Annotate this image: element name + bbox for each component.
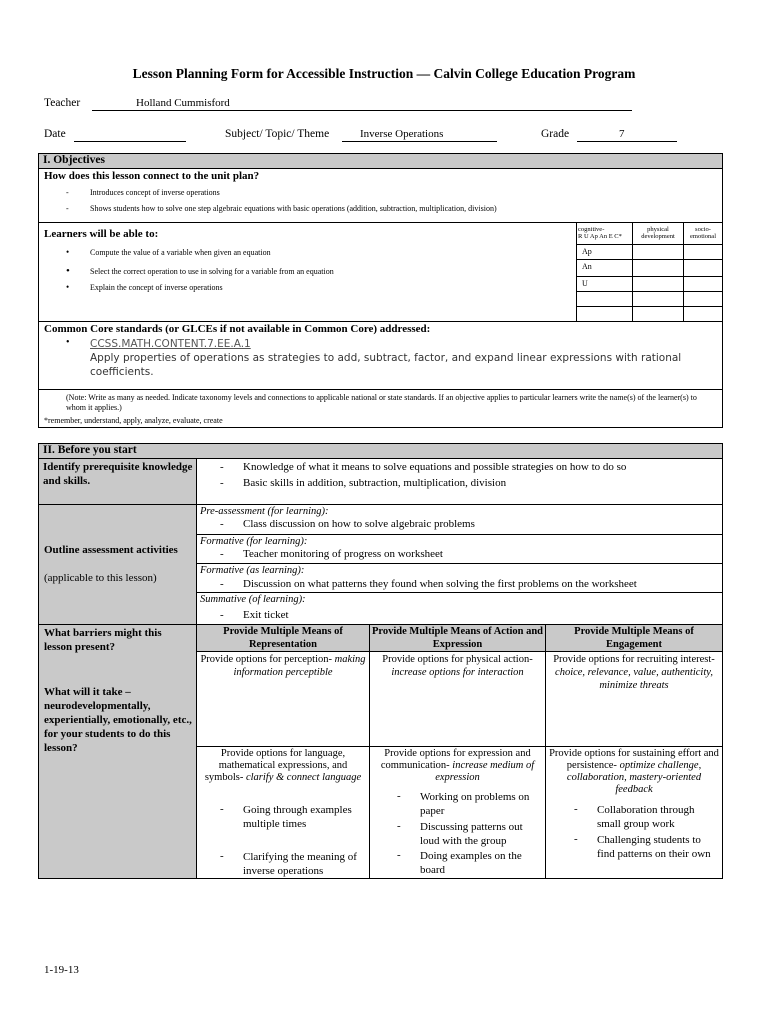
- udl-item: Doing examples on the board: [420, 850, 522, 876]
- taxonomy-value: U: [582, 279, 588, 288]
- dash-icon: -: [397, 849, 401, 861]
- udl-cell-text: Provide options for sustaining effort and persistence-: [549, 748, 719, 771]
- dash-icon: -: [220, 548, 224, 560]
- prereq-item: Basic skills in addition, subtraction, multiplication, division: [243, 477, 507, 489]
- divider: [196, 534, 722, 535]
- udl-cell-text: Provide options for expression and communication-: [380, 748, 531, 771]
- udl-header-action: Provide Multiple Means of Action and Expression: [372, 626, 544, 650]
- assess-type: Summative (of learning):: [200, 594, 306, 605]
- udl-cell-italic: clarify & connect language: [245, 772, 362, 783]
- teacher-field[interactable]: [92, 97, 632, 111]
- divider: [196, 563, 722, 564]
- unit-item: Shows students how to solve one step algebraic equations with basic operations (addition, subtraction, multiplication, division): [90, 204, 497, 213]
- udl-cell-italic: choice, relevance, value, authenticity, minimize threats: [555, 667, 713, 691]
- udl-header-representation: Provide Multiple Means of Representation: [223, 626, 343, 650]
- divider: [196, 746, 722, 747]
- subject-value: Inverse Operations: [360, 128, 444, 140]
- bullet-icon: •: [66, 247, 70, 257]
- udl-cell-recruiting-interest: [550, 653, 718, 692]
- before-heading: II. Before you start: [39, 444, 722, 459]
- barriers-label: What barriers might this lesson present?: [44, 627, 162, 653]
- udl-cell-text: Provide options for physical action-: [382, 654, 533, 665]
- standard-text: Apply properties of operations as strategies to add, subtract, factor, and expand linear expressions with rational coefficients.: [90, 352, 682, 378]
- assess-item: Teacher monitoring of progress on worksheet: [243, 548, 443, 560]
- udl-cell-italic: making information perceptible: [233, 654, 366, 678]
- dash-icon: -: [220, 477, 224, 489]
- dash-icon: -: [66, 204, 69, 213]
- form-title: Lesson Planning Form for Accessible Instruction — Calvin College Education Program: [132, 66, 636, 81]
- date-field[interactable]: [74, 128, 186, 142]
- udl-item: Discussing patterns out loud with the group: [420, 821, 523, 847]
- udl-cell-sustaining-effort: [549, 748, 719, 796]
- udl-cell-italic: optimize challenge, collaboration, mastery-oriented feedback: [566, 760, 702, 795]
- learner-item: Explain the concept of inverse operations: [90, 283, 223, 292]
- unit-plan-question: How does this lesson connect to the unit plan?: [44, 170, 260, 182]
- divider: [39, 389, 722, 390]
- udl-item: Collaboration through small group work: [597, 804, 695, 830]
- standard-code-link[interactable]: CCSS.MATH.CONTENT.7.EE.A.1: [90, 338, 251, 350]
- bullet-icon: •: [66, 282, 70, 292]
- udl-cell-perception: [198, 653, 368, 679]
- grade-value: 7: [619, 128, 625, 140]
- unit-item: Introduces concept of inverse operations: [90, 188, 220, 197]
- dash-icon: -: [220, 518, 224, 530]
- objectives-note: (Note: Write as many as needed. Indicate taxonomy levels and connections to applicable national or state standards. If an objective applies to particular learners write the name(s) of the learner(s) to whom it applies.): [66, 393, 697, 412]
- divider: [196, 651, 722, 652]
- divider: [196, 624, 197, 879]
- dash-icon: -: [66, 188, 69, 197]
- udl-cell-text: Provide options for recruiting interest-: [553, 654, 715, 665]
- dash-icon: -: [220, 578, 224, 590]
- assess-label: Outline assessment activities: [44, 544, 178, 556]
- udl-item: Going through examples multiple times: [243, 804, 352, 830]
- dash-icon: -: [574, 803, 578, 815]
- teacher-label: Teacher: [44, 97, 81, 109]
- common-core-heading: Common Core standards (or GLCEs if not available in Common Core) addressed:: [44, 323, 431, 335]
- udl-cell-italic: increase options for interaction: [391, 667, 524, 678]
- udl-header-engagement: Provide Multiple Means of Engagement: [574, 626, 694, 650]
- dash-icon: -: [220, 803, 224, 815]
- footer-date: 1-19-13: [44, 964, 79, 976]
- dash-icon: -: [574, 833, 578, 845]
- bullet-icon: •: [66, 337, 70, 348]
- udl-item: Challenging students to find patterns on their own: [597, 834, 711, 860]
- learner-item: Select the correct operation to use in solving for a variable from an equation: [90, 267, 334, 276]
- udl-item: Working on problems on paper: [420, 791, 530, 817]
- taxonomy-header-socio: socio-emotional: [690, 226, 716, 240]
- assess-item: Discussion on what patterns they found when solving the first problems on the worksheet: [243, 578, 637, 590]
- dash-icon: -: [397, 820, 401, 832]
- date-label: Date: [44, 128, 66, 140]
- divider: [39, 504, 722, 505]
- udl-cell-language: [200, 748, 366, 784]
- taxonomy-footnote: *remember, understand, apply, analyze, evaluate, create: [44, 416, 223, 425]
- taxonomy-value: An: [582, 262, 592, 271]
- subject-label: Subject/ Topic/ Theme: [225, 128, 330, 140]
- prereq-label: Identify prerequisite knowledge and skills.: [43, 461, 193, 487]
- udl-cell-text: Provide options for language, mathematical expressions, and symbols-: [204, 748, 348, 783]
- divider: [196, 592, 722, 593]
- divider: [369, 624, 370, 879]
- subject-field[interactable]: [342, 128, 497, 142]
- dash-icon: -: [397, 790, 401, 802]
- taxonomy-header-physical: physical development: [641, 226, 675, 240]
- grade-label: Grade: [541, 128, 570, 140]
- assess-type: Formative (as learning):: [200, 565, 305, 576]
- assess-type: Formative (for learning):: [200, 536, 308, 547]
- taxonomy-value: Ap: [582, 247, 592, 256]
- dash-icon: -: [220, 609, 224, 621]
- udl-item: Clarifying the meaning of inverse operations: [243, 851, 357, 877]
- learners-heading: Learners will be able to:: [44, 228, 159, 240]
- divider: [196, 459, 197, 625]
- prereq-item: Knowledge of what it means to solve equations and possible strategies on how to do so: [243, 461, 627, 473]
- udl-cell-text: Provide options for perception-: [200, 654, 332, 665]
- objectives-heading: I. Objectives: [39, 154, 722, 169]
- teacher-value: Holland Cummisford: [136, 97, 230, 109]
- assess-item: Class discussion on how to solve algebraic problems: [243, 518, 475, 530]
- taxonomy-header-cognitive: cognitive- R U Ap An E C*: [578, 226, 622, 240]
- udl-cell-physical-action: [371, 653, 544, 679]
- divider: [545, 624, 546, 879]
- assess-type: Pre-assessment (for learning):: [200, 506, 329, 517]
- grade-field[interactable]: [577, 128, 677, 142]
- what-take-label: What will it take – neurodevelopmentally, experientially, emotionally, etc., for your students to do this lesson?: [44, 686, 192, 754]
- udl-cell-italic: increase medium of expression: [435, 760, 535, 783]
- udl-cell-expression: [373, 748, 542, 784]
- bullet-icon: •: [66, 265, 70, 277]
- assess-sub: (applicable to this lesson): [44, 572, 157, 584]
- dash-icon: -: [220, 461, 224, 473]
- dash-icon: -: [220, 850, 224, 862]
- learner-item: Compute the value of a variable when given an equation: [90, 248, 271, 257]
- assess-item: Exit ticket: [243, 609, 289, 621]
- divider: [39, 222, 722, 223]
